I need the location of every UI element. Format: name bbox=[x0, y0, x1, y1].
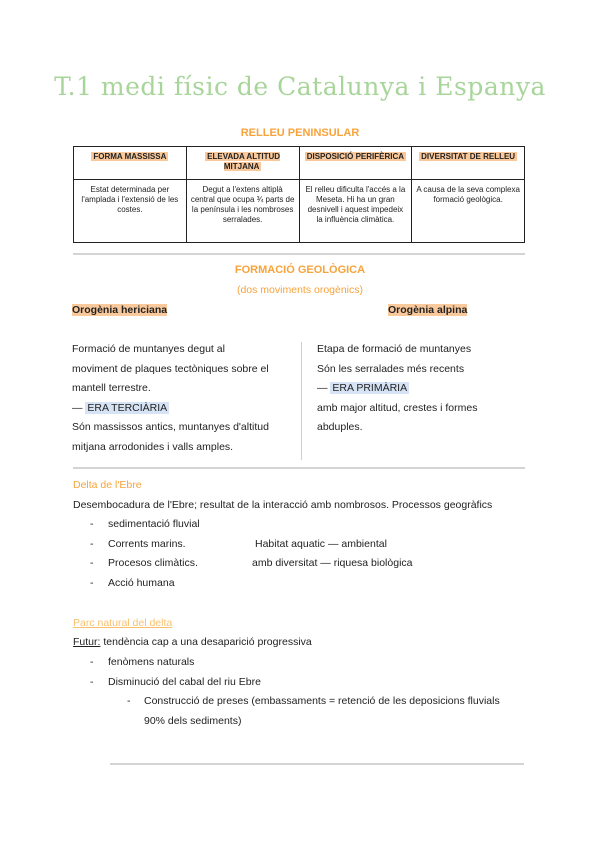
parc-item-1: fenòmens naturals bbox=[108, 656, 195, 668]
relleu-header-2: ELEVADA ALTITUD MITJANA bbox=[207, 152, 281, 171]
bullet-dash: - bbox=[90, 676, 94, 688]
formacio-subheading: (dos moviments orogènics) bbox=[236, 284, 364, 296]
text-line: mitjana arrodonides i valls amples. bbox=[72, 440, 234, 453]
era-line bbox=[317, 379, 527, 399]
text-line: moviment de plaques tectòniques sobre el bbox=[72, 362, 269, 375]
parc-subitem-line2: 90% dels sediments) bbox=[144, 715, 242, 727]
orogeny-left-title bbox=[72, 304, 167, 316]
orogeny-right-title bbox=[388, 304, 467, 316]
delta-item-1: sedimentació fluvial bbox=[108, 518, 200, 530]
parc-subitem-line1: Construcció de preses (embassaments = retenció de les deposicions fluvials bbox=[144, 695, 500, 707]
text-line: amb major altitud, crestes i formes bbox=[317, 401, 478, 414]
relleu-heading: RELLEU PENINSULAR bbox=[240, 127, 360, 139]
futur-label: Futur: bbox=[73, 636, 101, 648]
relleu-header-cell bbox=[412, 147, 525, 180]
text-line: abduples. bbox=[317, 421, 363, 434]
divider bbox=[73, 253, 525, 255]
divider bbox=[110, 763, 524, 765]
futur-text: tendència cap a una desaparició progressiva bbox=[100, 636, 312, 648]
bullet-dash: - bbox=[90, 656, 94, 668]
bullet-dash: - bbox=[90, 557, 94, 569]
text-line: Són massissos antics, muntanyes d'altitud bbox=[72, 421, 269, 434]
era-prefix: — bbox=[72, 401, 86, 414]
column-separator bbox=[301, 342, 302, 460]
era-label: ERA TERCIÀRIA bbox=[87, 401, 168, 414]
relleu-text-2: Degut a l'extens altiplà central que ocupa ¾ parts de la península i les nombroses serralades. bbox=[186, 180, 299, 243]
bullet-dash: - bbox=[90, 538, 94, 550]
orogeny-right-text bbox=[317, 340, 527, 438]
orogeny-right-title-text: Orogènia alpina bbox=[388, 304, 468, 316]
relleu-text-4: A causa de la seva complexa formació geològica. bbox=[412, 180, 525, 243]
bullet-dash: - bbox=[90, 518, 94, 530]
divider bbox=[73, 467, 525, 469]
parc-heading: Parc natural del delta bbox=[73, 617, 173, 629]
relleu-header-cell bbox=[299, 147, 412, 180]
delta-item-2-note: Habitat aquatic — ambiental bbox=[255, 538, 387, 550]
era-prefix: — bbox=[317, 382, 331, 395]
era-line bbox=[72, 399, 297, 419]
era-label: ERA PRIMÀRIA bbox=[332, 382, 408, 395]
bullet-dash: - bbox=[127, 695, 131, 707]
parc-item-2: Disminució del cabal del riu Ebre bbox=[108, 676, 261, 688]
formacio-heading: FORMACIÓ GEOLÒGICA bbox=[234, 264, 366, 276]
delta-item-3-note: amb diversitat — riquesa biològica bbox=[252, 557, 413, 569]
orogeny-left-text bbox=[72, 340, 297, 458]
relleu-header-cell bbox=[74, 147, 187, 180]
delta-intro: Desembocadura de l'Ebre; resultat de la interacció amb nombrosos. Processos geogràfics bbox=[73, 499, 493, 511]
delta-item-3: Procesos climàtics. bbox=[108, 557, 198, 569]
delta-heading: Delta de l'Ebre bbox=[73, 479, 142, 491]
bullet-dash: - bbox=[90, 577, 94, 589]
relleu-header-3: DISPOSICIÓ PERIFÈRICA bbox=[306, 152, 405, 161]
orogeny-left-title-text: Orogènia hericiana bbox=[72, 304, 168, 316]
relleu-text-1: Estat determinada per l'amplada i l'extensió de les costes. bbox=[74, 180, 187, 243]
relleu-header-4: DIVERSITAT DE RELLEU bbox=[421, 152, 516, 161]
delta-item-4: Acció humana bbox=[108, 577, 175, 589]
text-line: Etapa de formació de muntanyes bbox=[317, 343, 472, 355]
page-title: T.1 medi físic de Catalunya i Espanya bbox=[54, 72, 546, 101]
text-line: mantell terrestre. bbox=[72, 382, 151, 395]
relleu-text-3: El relleu dificulta l'accés a la Meseta. Hi ha un gran desnivell i aquest impedeix la influència climàtica. bbox=[299, 180, 412, 243]
text-line: Formació de muntanyes degut al bbox=[72, 343, 225, 355]
text-line: Són les serralades més recents bbox=[317, 362, 465, 375]
futur-line bbox=[73, 636, 312, 648]
relleu-table bbox=[73, 146, 525, 243]
delta-item-2: Corrents marins. bbox=[108, 538, 186, 550]
relleu-header-cell bbox=[186, 147, 299, 180]
relleu-header-1: FORMA MASSISSA bbox=[93, 152, 167, 161]
